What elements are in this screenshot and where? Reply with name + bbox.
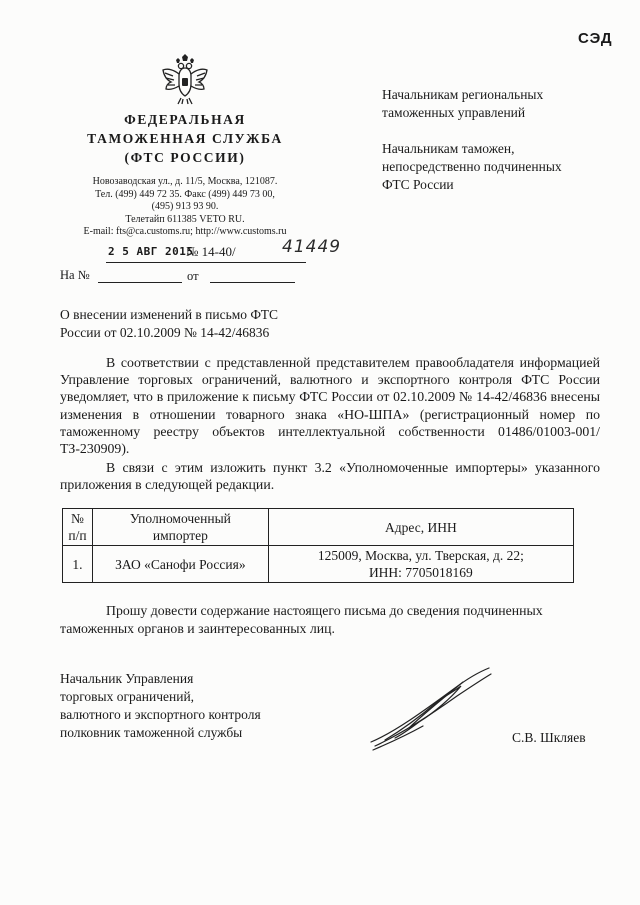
recipient-1-line-2: таможенных управлений [382,105,526,120]
header-address: Адрес, ИНН [268,509,573,546]
recipients-block [382,86,612,212]
org-name-line3: (ФТС РОССИИ) [124,150,246,165]
importers-table [62,508,574,583]
reference-number-blank [98,282,182,283]
letter-subject [60,306,320,342]
eagle-emblem-icon [160,54,210,106]
sender-phone-2: (495) 913 93 90. [151,201,219,213]
sender-phone: Тел. (499) 449 72 35. Факс (499) 449 73 00, [95,188,275,200]
reference-number-label: На № [60,268,90,282]
signer-name: С.В. Шкляев [512,730,586,745]
sender-email: E-mail: fts@ca.customs.ru; http://www.customs.ru [83,226,287,238]
subject-line-2: России от 02.10.2009 № 14-42/46836 [60,325,270,340]
signer-title-line-4: полковник таможенной службы [60,725,243,740]
recipient-1-line-1: Начальникам региональных [382,87,544,102]
org-name-line2: ТАМОЖЕННАЯ СЛУЖБА [87,131,283,146]
registration-number-handwritten: 41449 [282,237,342,257]
reference-row [60,268,300,288]
body-paragraph-1: В соответствии с представленной представителем правообладателя информацией Управление торговых ограничений, валютного и экспортного контроля ФТС России уведомляет, что в приложение к письму ФТС России от 02.10.2009 № 14-42/46836 внесены изменения в отношении товарного знака «НО-ШПА» (регистрационный номер по таможенному реестру объектов интеллектуальной собственности 01486/01003-001/ТЗ-230909). [60,355,600,457]
recipient-1 [382,86,612,122]
recipient-2 [382,140,612,194]
sender-contacts [60,176,310,239]
reference-date-blank [210,282,295,283]
recipient-2-line-3: ФТС России [382,177,454,192]
registration-number-label: № 14-40/ [186,244,236,259]
signer-title-line-3: валютного и экспортного контроля [60,707,261,722]
registration-date-stamp: 2 5 АВГ 2015 [108,245,194,258]
request-text: Прошу довести содержание настоящего письма до сведения подчиненных таможенных органов и заинтересованных лиц. [60,603,543,636]
header-number: № п/п [63,509,93,546]
recipient-2-line-2: непосредственно подчиненных [382,159,562,174]
org-name-line1: ФЕДЕРАЛЬНАЯ [124,112,246,127]
request-paragraph [60,602,600,638]
handwritten-signature [365,662,495,757]
signer-title-line-2: торговых ограничений, [60,689,195,704]
recipient-2-line-1: Начальникам таможен, [382,141,515,156]
sender-address: Новозаводская ул., д. 11/5, Москва, 121087. [92,176,278,187]
header-importer: Уполномоченный импортер [92,509,268,546]
registration-number-row [60,237,342,264]
subject-line-1: О внесении изменений в письмо ФТС [60,307,279,322]
body-paragraph-2: В связи с этим изложить пункт 3.2 «Уполномоченные импортеры» указанного приложения в следующей редакции. [60,460,600,493]
table-header-row [63,509,574,546]
row-number: 1. [63,546,93,583]
sed-stamp: СЭД [578,30,613,47]
signer-block [60,670,320,742]
table-row [63,546,574,583]
row-address: 125009, Москва, ул. Тверская, д. 22; ИНН: 7705018169 [268,546,573,583]
signer-title-line-1: Начальник Управления [60,671,194,686]
row-importer: ЗАО «Санофи Россия» [92,546,268,583]
sender-organization [60,110,310,167]
reference-date-label: от [187,269,199,283]
sender-telex: Телетайп 611385 VETO RU. [125,213,245,225]
letter-body [60,354,600,494]
registration-underline [106,262,306,263]
